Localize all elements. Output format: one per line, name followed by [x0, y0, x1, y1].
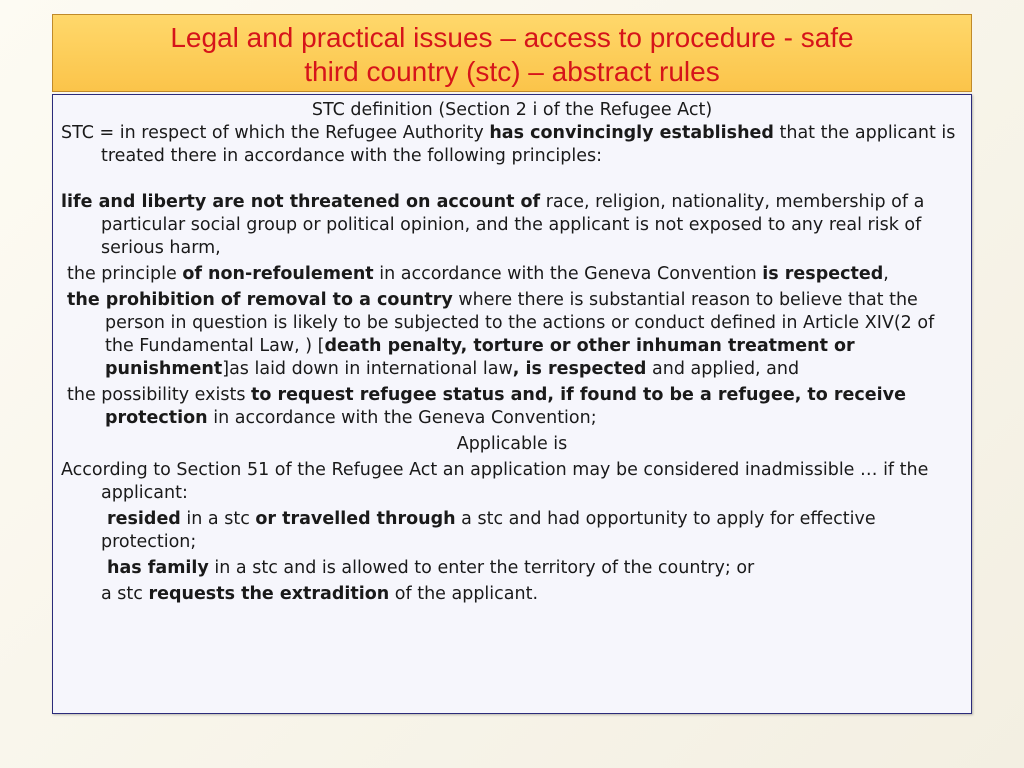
text: race, religion, nationality, membership of a particular social group or political opinion, and the applicant is not exposed to any real risk of serious harm,	[101, 192, 925, 258]
principle-refugee-status	[61, 384, 963, 430]
text: ,	[883, 264, 889, 284]
principle-prohibition-of-removal	[61, 289, 963, 381]
slide-title	[52, 14, 972, 92]
section-51-paragraph: According to Section 51 of the Refugee Act an application may be considered inadmissible … if the applicant:	[61, 460, 929, 503]
title-line-2: third country (stc) – abstract rules	[304, 56, 720, 87]
bold-text: life and liberty are not threatened on account of	[61, 192, 541, 212]
text: the possibility exists	[67, 385, 252, 405]
text: a stc and had opportunity to apply for effective protection;	[101, 509, 876, 552]
bold-text: , is respected	[512, 359, 647, 379]
bold-text: is respected	[762, 264, 884, 284]
bold-text: death penalty, torture or other inhuman treatment or punishment	[105, 336, 855, 379]
bold-text: or travelled through	[255, 509, 456, 529]
bold-text: requests the extradition	[148, 584, 390, 604]
title-line-1: Legal and practical issues – access to procedure - safe	[170, 22, 854, 53]
text: and applied, and	[646, 359, 800, 379]
stc-definition-paragraph	[61, 122, 963, 168]
principle-non-refoulement	[61, 263, 963, 286]
applicable-heading: Applicable is	[456, 434, 568, 454]
ground-resided-travelled	[61, 508, 963, 554]
bold-text: has family	[107, 558, 209, 578]
text: the principle	[67, 264, 183, 284]
ground-extradition	[61, 583, 963, 606]
principle-life-liberty	[61, 191, 963, 260]
text: where there is substantial reason to believe that the person in question is likely to be subjected to the actions or conduct defined in Article XIV(2 of the Fundamental Law, ) [	[105, 290, 935, 356]
text: in a stc	[180, 509, 256, 529]
text: STC = in respect of which the Refugee Authority	[61, 123, 490, 143]
bold-text: of non-refoulement	[182, 264, 374, 284]
bold-text: has convincingly established	[489, 123, 774, 143]
text: that the applicant is treated there in accordance with the following principles:	[101, 123, 956, 166]
stc-definition-heading: STC definition (Section 2 i of the Refugee Act)	[311, 100, 713, 120]
ground-has-family	[61, 557, 963, 580]
bold-text: to request refugee status and, if found to be a refugee, to receive protection	[105, 385, 906, 428]
bold-text: the prohibition of removal to a country	[67, 290, 453, 310]
content-box	[52, 94, 972, 714]
text: ]as laid down in international law	[222, 359, 513, 379]
text: in accordance with the Geneva Convention	[373, 264, 763, 284]
text: in a stc and is allowed to enter the territory of the country; or	[208, 558, 755, 578]
text: a stc	[101, 584, 149, 604]
text: in accordance with the Geneva Convention;	[207, 408, 597, 428]
bold-text: resided	[107, 509, 181, 529]
text: of the applicant.	[389, 584, 539, 604]
